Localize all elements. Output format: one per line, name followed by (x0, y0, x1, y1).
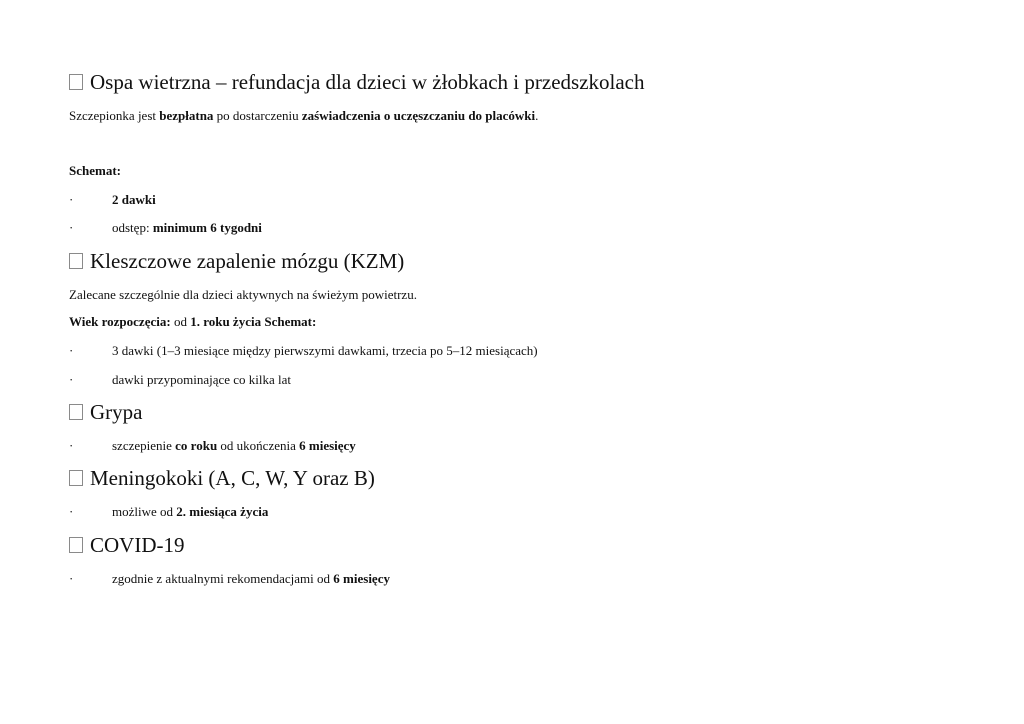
bullet-icon: · (69, 220, 74, 235)
bullet-icon: · (69, 192, 74, 207)
missing-glyph-icon (69, 253, 83, 269)
section-heading-ospa: Ospa wietrzna – refundacja dla dzieci w żłobkach i przedszkolach (69, 70, 645, 94)
bullet-icon: · (69, 343, 74, 358)
kzm-age: Wiek rozpoczęcia: od 1. roku życia Schemat: (69, 314, 317, 329)
kzm-intro: Zalecane szczególnie dla dzieci aktywnych na świeżym powietrzu. (69, 287, 417, 302)
missing-glyph-icon (69, 404, 83, 420)
section-heading-meningokoki: Meningokoki (A, C, W, Y oraz B) (69, 466, 375, 490)
ospa-intro: Szczepionka jest bezpłatna po dostarczeniu zaświadczenia o uczęszczaniu do placówki. (69, 108, 539, 123)
missing-glyph-icon (69, 470, 83, 486)
bullet-icon: · (69, 438, 74, 453)
bullet-icon: · (69, 571, 74, 586)
bullet-icon: · (69, 504, 74, 519)
section-heading-covid: COVID-19 (69, 533, 185, 557)
missing-glyph-icon (69, 74, 83, 90)
section-heading-grypa: Grypa (69, 400, 142, 424)
section-heading-kzm: Kleszczowe zapalenie mózgu (KZM) (69, 249, 404, 273)
bullet-icon: · (69, 372, 74, 387)
document-page: Ospa wietrzna – refundacja dla dzieci w żłobkach i przedszkolach Szczepionka jest bezpłatna po dostarczeniu zaświadczenia o uczęszczaniu do placówki. Schemat: · 2 dawki · odstęp: minimum 6 tygodni Kleszczowe zapalenie mózgu (KZM) Zalecane szczególnie dla dzieci aktywnych na świeżym powietrzu. Wiek rozpoczęcia: od 1. roku życia Schemat: · 3 dawki (1–3 miesiące między pierwszymi dawkami, trzecia po 5–12 miesiącach) · dawki przypominające co kilka lat Grypa · szczepienie co roku od ukończenia 6 miesięcy Meningokoki (A, C, W, Y oraz B) · możliwe od 2. miesiąca życia COVID-19 · zgodnie z aktualnymi rekomendacjami od 6 miesięcy (69, 70, 645, 586)
missing-glyph-icon (69, 537, 83, 553)
ospa-schema-label: Schemat: (69, 163, 121, 178)
